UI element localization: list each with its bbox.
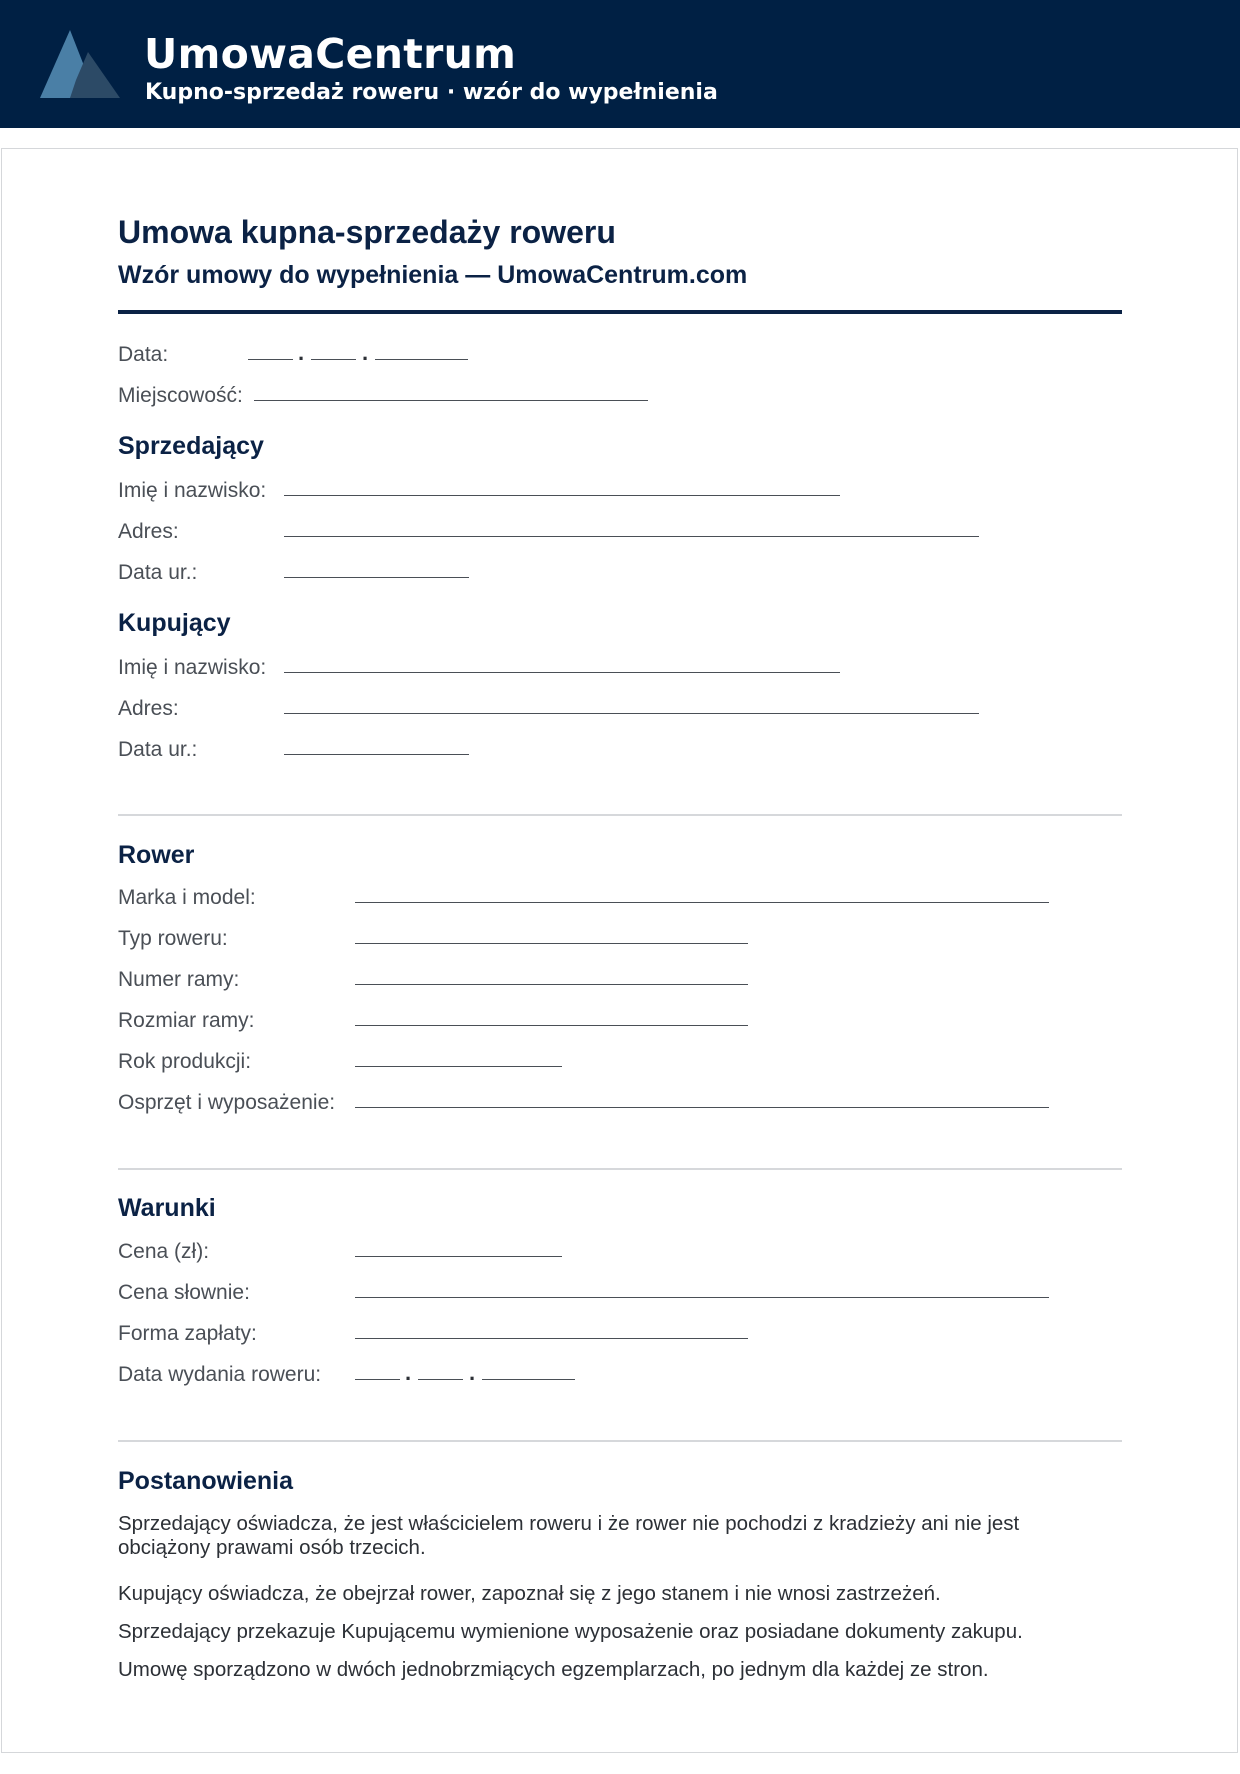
logo-triangle-icon <box>40 28 120 100</box>
bike-equipment-field[interactable] <box>355 1106 1049 1108</box>
buyer-heading: Kupujący <box>118 609 231 637</box>
bike-type-label: Typ roweru: <box>118 927 228 950</box>
brand-name: UmowaCentrum <box>144 30 517 78</box>
date-separator: . <box>469 1360 476 1385</box>
seller-heading: Sprzedający <box>118 432 264 460</box>
price-field[interactable] <box>355 1255 562 1257</box>
price-words-label: Cena słownie: <box>118 1281 250 1304</box>
bike-heading: Rower <box>118 841 195 869</box>
date-label: Data: <box>118 343 169 366</box>
seller-address-field[interactable] <box>284 535 979 537</box>
price-label: Cena (zł): <box>118 1240 210 1263</box>
provision-item: Sprzedający przekazuje Kupującemu wymienione wyposażenie oraz posiadane dokumenty zakupu. <box>118 1620 1023 1643</box>
document-subtitle: Wzór umowy do wypełnienia — UmowaCentrum.com <box>118 261 748 289</box>
date-separator: . <box>405 1360 412 1385</box>
buyer-address-field[interactable] <box>284 712 979 714</box>
buyer-name-label: Imię i nazwisko: <box>118 656 267 679</box>
date-separator: . <box>298 340 305 365</box>
date-day-field[interactable] <box>248 358 293 360</box>
date-separator: . <box>362 340 369 365</box>
brand-tagline: Kupno-sprzedaż roweru · wzór do wypełnienia <box>145 80 718 105</box>
provision-item: Kupujący oświadcza, że obejrzał rower, zapoznał się z jego stanem i nie wnosi zastrzeżeń. <box>118 1582 941 1605</box>
bike-frame-size-field[interactable] <box>355 1024 748 1026</box>
payment-method-field[interactable] <box>355 1337 748 1339</box>
buyer-dob-field[interactable] <box>284 753 469 755</box>
bike-frame-number-label: Numer ramy: <box>118 968 240 991</box>
seller-name-label: Imię i nazwisko: <box>118 479 267 502</box>
seller-name-field[interactable] <box>284 494 840 496</box>
bike-year-label: Rok produkcji: <box>118 1050 252 1073</box>
provision-item: Sprzedający oświadcza, że jest właścicielem roweru i że rower nie pochodzi z kradzieży ani nie jest obciążony prawami osób trzecich. <box>118 1512 1020 1559</box>
provisions-heading: Postanowienia <box>118 1467 294 1495</box>
seller-dob-field[interactable] <box>284 576 469 578</box>
place-field[interactable] <box>254 399 648 401</box>
handover-year-field[interactable] <box>482 1378 575 1380</box>
document-title: Umowa kupna-sprzedaży roweru <box>118 214 616 250</box>
bike-make-label: Marka i model: <box>118 886 256 909</box>
handover-date-label: Data wydania roweru: <box>118 1363 322 1386</box>
handover-day-field[interactable] <box>355 1378 400 1380</box>
section-divider <box>118 1168 1122 1170</box>
bike-equipment-label: Osprzęt i wyposażenie: <box>118 1091 336 1114</box>
buyer-dob-label: Data ur.: <box>118 738 198 761</box>
payment-method-label: Forma zapłaty: <box>118 1322 257 1345</box>
bike-year-field[interactable] <box>355 1065 562 1067</box>
buyer-name-field[interactable] <box>284 671 840 673</box>
provision-item: Umowę sporządzono w dwóch jednobrzmiących egzemplarzach, po jednym dla każdej ze stron. <box>118 1658 989 1681</box>
place-label: Miejscowość: <box>118 384 243 407</box>
section-divider <box>118 814 1122 816</box>
bike-type-field[interactable] <box>355 942 748 944</box>
bike-make-field[interactable] <box>355 901 1049 903</box>
site-header <box>0 0 1240 128</box>
date-month-field[interactable] <box>311 358 356 360</box>
seller-address-label: Adres: <box>118 520 179 543</box>
bike-frame-number-field[interactable] <box>355 983 748 985</box>
section-divider <box>118 1440 1122 1442</box>
buyer-address-label: Adres: <box>118 697 179 720</box>
title-divider <box>118 310 1122 314</box>
terms-heading: Warunki <box>118 1194 216 1222</box>
date-year-field[interactable] <box>375 358 468 360</box>
handover-month-field[interactable] <box>418 1378 463 1380</box>
price-words-field[interactable] <box>355 1296 1049 1298</box>
bike-frame-size-label: Rozmiar ramy: <box>118 1009 255 1032</box>
seller-dob-label: Data ur.: <box>118 561 198 584</box>
